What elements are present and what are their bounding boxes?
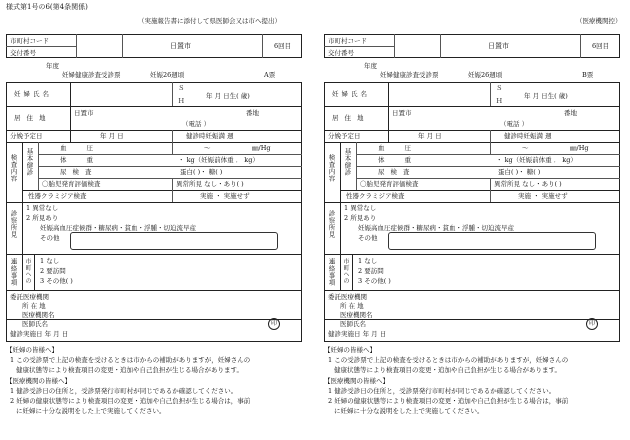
ticket-label: B票 xyxy=(582,71,594,79)
city-name: 日置市 xyxy=(170,42,191,50)
seal-stamp: 印 xyxy=(268,318,280,330)
findings-label: 診察所見 xyxy=(9,210,18,238)
address-city: 日置市 xyxy=(392,109,412,117)
urine-value: 蛋白( )・ 糖( ) xyxy=(180,168,223,176)
era-heisei: Ｈ xyxy=(178,97,185,105)
notice-clinic-2b: に妊婦に十分な説明をした上で実施してください。 xyxy=(16,407,166,415)
due-date: 年 月 日 xyxy=(418,132,442,140)
clinic-address-label: 所 在 地 xyxy=(22,302,46,310)
urine-label: 尿検査 xyxy=(60,168,98,176)
birth-date: 年 月 日生( 歳) xyxy=(206,92,250,100)
form-title: 妊婦健康診査受診票 xyxy=(62,71,121,79)
weight-value: ・ kg（妊娠前体重 ． kg） xyxy=(178,156,259,164)
session-number: 6回目 xyxy=(274,42,292,50)
notice-clinic-1: 1 健診受診日の住所と，受診票発行市町村が同じであるか確認してください。 xyxy=(328,387,556,395)
notice-clinic-2b: に妊婦に十分な説明をした上で実施してください。 xyxy=(334,407,484,415)
due-date: 年 月 日 xyxy=(100,132,124,140)
contact-label: 連絡事項 xyxy=(327,258,336,286)
birth-date: 年 月 日生( 歳) xyxy=(524,92,568,100)
address-banchi: 番地 xyxy=(564,109,577,117)
weight-label: 体重 xyxy=(60,156,113,164)
notice-clinic-2: 2 妊婦の健康状態等により検査項目の変更・追加や自己負担が生じる場合は，事前 xyxy=(10,397,251,405)
address-label: 居住地 xyxy=(332,114,370,122)
bp-unit: ㎜/Hg xyxy=(252,144,271,152)
form-title: 妊婦健康診査受診票 xyxy=(380,71,439,79)
clinic-box-bottom xyxy=(6,290,302,342)
notice-clinic-heading: 【医療機関の皆様へ】 xyxy=(324,377,389,385)
basic-checkup-label: 基本健診 xyxy=(25,148,34,176)
finding-other-bracket xyxy=(388,232,596,250)
bp-range: 〜 xyxy=(522,144,529,152)
issue-number-label: 交付番号 xyxy=(328,49,354,57)
form-a xyxy=(0,0,308,440)
era-showa: Ｓ xyxy=(496,84,503,92)
exam-date: 健診実施日 年 月 日 xyxy=(328,330,387,338)
urine-value: 蛋白( )・ 糖( ) xyxy=(498,168,541,176)
finding-list: 妊娠高血圧症候群・糖尿病・貧血・浮腫・切迫流早産 xyxy=(40,224,196,232)
due-date-label: 分娩予定日 xyxy=(10,132,43,140)
finding-none: 1 異常なし xyxy=(344,204,377,212)
weight-label: 体重 xyxy=(378,156,431,164)
top-note: （医療機関控） xyxy=(576,17,622,25)
contact-label: 連絡事項 xyxy=(9,258,18,286)
checkup-label: 検査内容 xyxy=(327,154,336,182)
fetal-finding: 異常所見 なし・あり( ) xyxy=(494,180,562,188)
form-b xyxy=(318,0,626,440)
contact-none: 1 なし xyxy=(40,257,60,265)
chlamydia-label: 性器クラミジア検査 xyxy=(346,192,405,200)
address-banchi: 番地 xyxy=(246,109,259,117)
notice-clinic-1: 1 健診受診日の住所と，受診票発行市町村が同じであるか確認してください。 xyxy=(10,387,238,395)
clinic-title: 委託医療機関 xyxy=(10,293,49,301)
week-label: 妊娠26週頃 xyxy=(150,71,185,79)
bp-range: 〜 xyxy=(204,144,211,152)
notice-pregnant-1: 1 この受診票で上記の検査を受けるときは市からの補助がありますが，妊婦さんの xyxy=(10,356,251,364)
finding-other: その他 xyxy=(358,234,378,242)
ticket-label: A票 xyxy=(264,71,276,79)
contact-other: 3 その他( ) xyxy=(40,277,73,285)
contact-unit-label: 市町への xyxy=(342,258,349,284)
address-city: 日置市 xyxy=(74,109,94,117)
urine-label: 尿検査 xyxy=(378,168,416,176)
contact-visit: 2 要訪問 xyxy=(40,267,66,275)
finding-none: 1 異常なし xyxy=(26,204,59,212)
year-label: 年度 xyxy=(46,62,59,70)
address-label: 居住地 xyxy=(14,114,52,122)
notice-clinic-2: 2 妊婦の健康状態等により検査項目の変更・追加や自己負担が生じる場合は，事前 xyxy=(328,397,569,405)
weeks-at-exam: 健診時妊娠満 週 xyxy=(504,132,552,140)
clinic-address-label: 所 在 地 xyxy=(340,302,364,310)
findings-label: 診察所見 xyxy=(327,210,336,238)
weight-value: ・ kg（妊娠前体重 ． kg） xyxy=(496,156,577,164)
era-showa: Ｓ xyxy=(178,84,185,92)
finding-present: 2 所見あり xyxy=(26,214,59,222)
session-number: 6回目 xyxy=(592,42,610,50)
notice-clinic-heading: 【医療機関の皆様へ】 xyxy=(6,377,71,385)
top-note: （実施報告書に添付して県医師会又は市へ提出） xyxy=(138,17,281,25)
fetal-finding: 異常所見 なし・あり( ) xyxy=(176,180,244,188)
clinic-name-label: 医療機関名 xyxy=(340,311,373,319)
finding-other: その他 xyxy=(40,234,60,242)
notice-pregnant-1b: 健康状態等により検査項目の変更・追加や自己負担が生じる場合があります。 xyxy=(334,366,561,374)
notice-pregnant-heading: 【妊婦の皆様へ】 xyxy=(6,346,58,354)
contact-other: 3 その他( ) xyxy=(358,277,391,285)
municipality-code-label: 市町村コード xyxy=(10,37,49,45)
finding-present: 2 所見あり xyxy=(344,214,377,222)
exam-date: 健診実施日 年 月 日 xyxy=(10,330,69,338)
phone-label: （電話 ） xyxy=(182,120,211,128)
chlamydia-value: 実施 ・ 実施せず xyxy=(200,192,250,200)
chlamydia-label: 性器クラミジア検査 xyxy=(28,192,87,200)
clinic-title: 委託医療機関 xyxy=(328,293,367,301)
doctor-name-label: 医師氏名 xyxy=(340,320,366,328)
checkup-label: 検査内容 xyxy=(9,154,18,182)
finding-list: 妊娠高血圧症候群・糖尿病・貧血・浮腫・切迫流早産 xyxy=(358,224,514,232)
notice-pregnant-1b: 健康状態等により検査項目の変更・追加や自己負担が生じる場合があります。 xyxy=(16,366,243,374)
municipality-code-label: 市町村コード xyxy=(328,37,367,45)
contact-unit-label: 市町への xyxy=(24,258,31,284)
seal-stamp: 印 xyxy=(586,318,598,330)
chlamydia-value: 実施 ・ 実施せず xyxy=(518,192,568,200)
name-label: 妊婦氏名 xyxy=(332,90,370,98)
phone-label: （電話 ） xyxy=(500,120,529,128)
due-date-label: 分娩予定日 xyxy=(328,132,361,140)
clinic-name-label: 医療機関名 xyxy=(22,311,55,319)
contact-visit: 2 要訪問 xyxy=(358,267,384,275)
form-number: 様式第1号の6(第4条関係) xyxy=(6,3,88,11)
bp-unit: ㎜/Hg xyxy=(570,144,589,152)
weeks-at-exam: 健診時妊娠満 週 xyxy=(186,132,234,140)
bp-label: 血圧 xyxy=(60,144,113,152)
basic-checkup-label: 基本健診 xyxy=(343,148,352,176)
fetal-growth-label: 〇胎児発育評価検査 xyxy=(360,180,419,188)
bp-label: 血圧 xyxy=(378,144,431,152)
contact-none: 1 なし xyxy=(358,257,378,265)
issue-number-label: 交付番号 xyxy=(10,49,36,57)
doctor-name-label: 医師氏名 xyxy=(22,320,48,328)
city-name: 日置市 xyxy=(488,42,509,50)
era-heisei: Ｈ xyxy=(496,97,503,105)
clinic-box-bottom xyxy=(324,290,620,342)
name-label: 妊婦氏名 xyxy=(14,90,52,98)
notice-pregnant-1: 1 この受診票で上記の検査を受けるときは市からの補助がありますが，妊婦さんの xyxy=(328,356,569,364)
week-label: 妊娠26週頃 xyxy=(468,71,503,79)
year-label: 年度 xyxy=(364,62,377,70)
notice-pregnant-heading: 【妊婦の皆様へ】 xyxy=(324,346,376,354)
finding-other-bracket xyxy=(70,232,278,250)
fetal-growth-label: 〇胎児発育評価検査 xyxy=(42,180,101,188)
